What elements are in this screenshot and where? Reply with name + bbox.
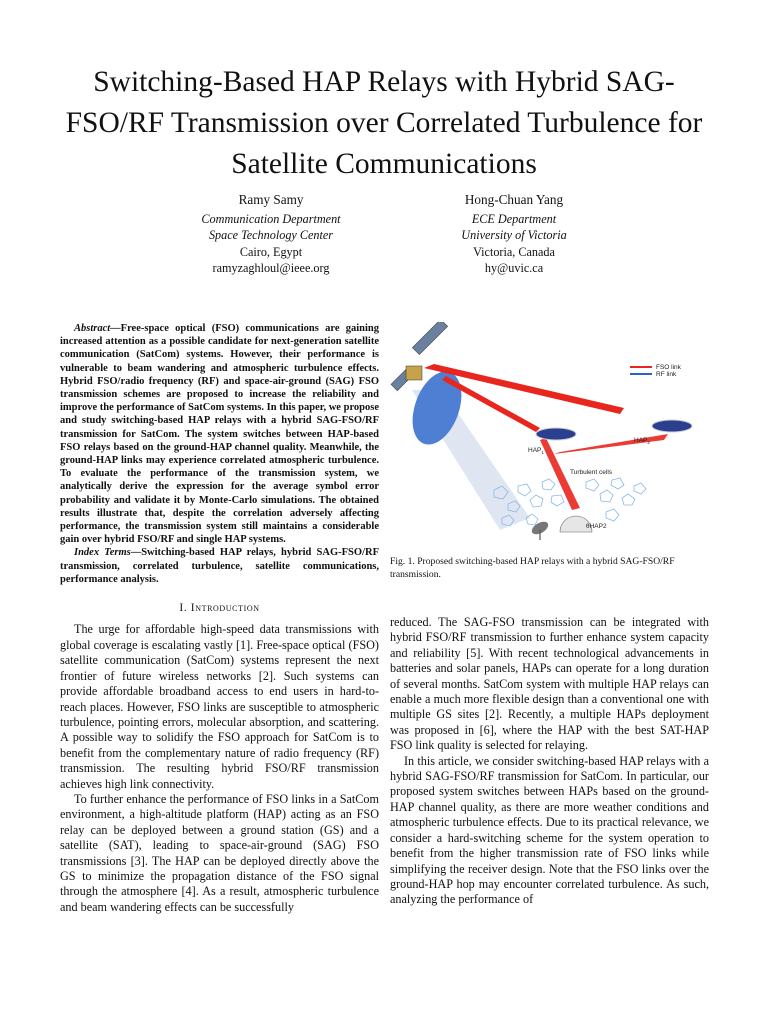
author-location: Victoria, Canada [473, 244, 555, 259]
section-heading: I. Introduction [179, 602, 260, 615]
section-title: Introduction [190, 602, 260, 615]
legend-fso-label: FSO link [656, 364, 681, 371]
paragraph: The urge for affordable high-speed data transmissions with global coverage is escalating vastly [1]. Free-space optical (FSO) satellite communication (SatCom) systems represent the next frontier of future wireless networks [2]. Such systems can provide affordable broadband access to end users in hard-to-reach places. However, FSO links are susceptible to atmospheric turbulence, pointing errors, molecular absorption, and scattering. A possible way to solidify the FSO approach for SatCom is to benefit from the complementary nature of radio frequency (RF) transmission. The resulting hybrid FSO/RF transmission achieves high link connectivity. [60, 622, 379, 791]
author-dept: ECE Department [471, 212, 557, 227]
author-block-2 [384, 192, 644, 276]
author-org: Space Technology Center [208, 228, 334, 243]
author-block-1 [141, 192, 401, 276]
index-terms-text: —Switching-based HAP relays, hybrid SAG-FSO/RF transmission, correlated turbulence, satellite communications, performance analysis. [60, 547, 379, 585]
index-terms-label: Index Terms [74, 547, 131, 559]
abstract-text: —Free-space optical (FSO) communications are gaining increased attention as a possible candidate for next-generation satellite communication (SatCom) systems. However, their performance is vulnerable to beam wandering and atmospheric turbulence effects. Hybrid FSO/radio frequency (RF) and space-air-ground (SAG) FSO transmission schemes are proposed to increase the reliability and improve the performance of SatCom systems. In this paper, we propose and study switching-based HAP relays with a hybrid SAG-FSO/RF transmission for SatCom. The system switches between HAP-based FSO relays based on the ground-HAP channel quality. Meanwhile, the ground-HAP links may experience correlated atmospheric turbulence. To evaluate the performance of the transmission system, we analytically derive the expression for the average symbol error probability and validate it by Monte-Carlo simulations. The obtained results illustrate that, despite the correlation adversely affecting performance, the transmission system still maintains a considerable gain over hybrid FSO/RF and single HAP systems. [60, 323, 379, 546]
system-diagram [390, 322, 708, 546]
author-dept: Communication Department [201, 212, 341, 227]
abstract-label: Abstract [74, 323, 111, 334]
left-column [60, 322, 379, 915]
figure-caption: Fig. 1. Proposed switching-based HAP relays with a hybrid SAG-FSO/RF transmission. [390, 556, 675, 580]
index-terms [60, 546, 379, 586]
author-org: University of Victoria [461, 228, 567, 243]
paper-title: Switching-Based HAP Relays with Hybrid SAG-FSO/RF Transmission over Correlated Turbulence for Satellite Communications [65, 66, 703, 180]
hap1-label: $HAP_1$ [528, 447, 544, 455]
hap2-icon [652, 420, 692, 432]
paragraph: In this article, we consider switching-based HAP relays with a hybrid SAG-FSO/RF transmission for SatCom. In particular, our proposed system switches between HAPs based on the ground-HAP channel quality, as there are more weather conditions and atmospheric turbulence effects. Due to its practical relevance, we consider a hard-switching scheme for the system operation to benefit from the higher transmission rate of FSO links while simplifying the receiver design. Note that the FSO links over the ground-HAP hop may encounter correlated turbulence. As such, analyzing the performance of [390, 753, 709, 907]
right-column [390, 615, 709, 908]
ground-station-icon [530, 516, 592, 540]
hap1-icon [536, 428, 576, 440]
author-name: Ramy Samy [238, 192, 304, 207]
abstract [60, 322, 379, 546]
author-name: Hong-Chuan Yang [464, 192, 564, 207]
legend-rf-label: RF link [656, 371, 677, 378]
theta-label: θHAP2 [586, 523, 607, 530]
hap2-label: $HAP_2$ [634, 437, 650, 445]
author-email: hy@uvic.ca [484, 260, 544, 275]
author-email: ramyzaghloul@ieee.org [212, 260, 330, 275]
turbulent-cells-label: Turbulent cells [570, 469, 613, 476]
author-location: Cairo, Egypt [239, 244, 303, 259]
paragraph: reduced. The SAG-FSO transmission can be integrated with hybrid FSO/RF transmission to further enhance system capacity and reliability [5]. With recent technological advancements in batteries and solar panels, HAPs can operate for a long duration of several months. SatCom system with multiple HAP relays can enable a much more flexible design than a conventional one with multiple GS sites [2]. Recently, a multiple HAPs deployment was proposed in [6], where the HAP with the best SAT-HAP FSO link quality is selected for relaying. [390, 615, 709, 753]
figure-1 [390, 322, 708, 546]
paragraph: To further enhance the performance of FSO links in a SatCom environment, a high-altitude platform (HAP) acting as an FSO relay can be deployed between a ground station (GS) and a satellite (SAT), leading to space-air-ground (SAG) FSO transmissions [3]. The HAP can be deployed directly above the GS to minimize the propagation distance of the FSO signal through the atmosphere [4]. As a result, atmospheric turbulence and beam wandering effects can be successfully [60, 791, 379, 914]
